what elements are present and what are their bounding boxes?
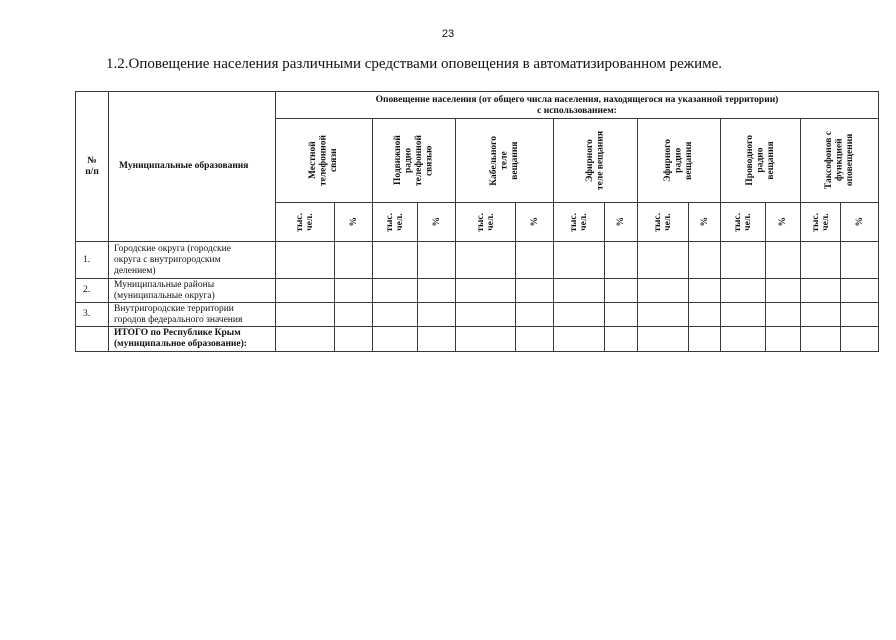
data-cell	[418, 303, 456, 327]
means-broadcast-radio	[638, 119, 721, 203]
unit-percent	[418, 203, 456, 242]
unit-abs-line-1: тыс.	[569, 212, 579, 232]
means-cable-line-1: Кабельного	[488, 135, 499, 186]
row-name-line-1: Городские округа (городские	[114, 243, 231, 254]
data-cell	[276, 242, 335, 279]
data-cell	[554, 303, 605, 327]
number-header-line-2: п/п	[85, 166, 99, 177]
unit-thousand-people	[638, 203, 689, 242]
data-cell	[605, 279, 638, 303]
unit-abs-line-1: тыс.	[385, 212, 395, 232]
means-broadcast-radio-line-1: Эфирного	[663, 139, 674, 182]
row-number: 1.	[76, 242, 109, 279]
unit-abs-line-1: тыс.	[653, 212, 663, 232]
data-cell	[605, 303, 638, 327]
data-cell	[841, 242, 879, 279]
means-wired-radio-line-3: вещания	[765, 141, 776, 180]
row-number	[76, 327, 109, 352]
data-cell	[456, 303, 516, 327]
row-name-line-2: (муниципальное образование):	[114, 339, 247, 349]
data-cell	[638, 303, 689, 327]
unit-percent	[516, 203, 554, 242]
data-cell	[516, 242, 554, 279]
data-cell	[689, 279, 721, 303]
means-mobile-line-4: связью	[424, 145, 435, 176]
unit-thousand-people	[276, 203, 335, 242]
data-cell	[516, 327, 554, 352]
row-name-line-1: Внутригородские территории	[114, 303, 234, 314]
unit-percent-label: %	[431, 217, 442, 227]
unit-abs-line-1: тыс.	[810, 212, 821, 232]
data-cell	[554, 242, 605, 279]
data-cell	[766, 327, 801, 352]
data-cell	[841, 327, 879, 352]
data-cell	[373, 303, 418, 327]
unit-percent-label: %	[616, 217, 626, 227]
data-cell	[276, 279, 335, 303]
unit-percent	[689, 203, 721, 242]
data-cell	[638, 327, 689, 352]
unit-thousand-people	[373, 203, 418, 242]
data-cell	[276, 303, 335, 327]
data-cell	[689, 303, 721, 327]
unit-abs-line-2: чел.	[485, 213, 496, 231]
row-name-line-2: округа с внутригородским	[114, 254, 221, 265]
unit-thousand-people	[801, 203, 841, 242]
main-header-line-1: Оповещение населения (от общего числа населения, находящегося на указанной территории)	[375, 95, 779, 105]
unit-percent-label: %	[699, 217, 710, 227]
page-number: 23	[441, 28, 455, 40]
data-cell	[276, 327, 335, 352]
unit-abs-line-2: чел.	[663, 213, 673, 231]
data-cell	[801, 327, 841, 352]
data-cell	[605, 242, 638, 279]
unit-thousand-people	[456, 203, 516, 242]
unit-thousand-people	[721, 203, 766, 242]
table-row	[76, 303, 879, 327]
main-header	[276, 92, 879, 119]
unit-percent	[605, 203, 638, 242]
data-cell	[418, 242, 456, 279]
unit-abs-line-2: чел.	[579, 213, 589, 231]
means-broadcast-radio-line-2: радио	[673, 147, 684, 174]
main-header-line-2: с использованием:	[537, 106, 617, 116]
means-mobile-line-1: Подвижной	[393, 135, 403, 186]
data-cell	[605, 327, 638, 352]
number-header-line-1: №	[87, 155, 97, 166]
data-cell	[335, 279, 373, 303]
unit-percent	[766, 203, 801, 242]
unit-abs-line-2: чел.	[743, 213, 753, 231]
row-name-line-2: (муниципальные округа)	[114, 290, 215, 301]
unit-percent-label: %	[529, 217, 540, 227]
means-local-phone-line-1: Местной	[308, 141, 319, 180]
unit-percent	[335, 203, 373, 242]
data-cell	[554, 327, 605, 352]
means-payphones	[801, 119, 879, 203]
data-cell	[554, 279, 605, 303]
means-local-phone-line-2: телефонной	[318, 134, 329, 187]
unit-abs-line-2: чел.	[305, 213, 315, 231]
means-local-phone-line-3: связи	[329, 148, 340, 173]
data-cell	[801, 279, 841, 303]
row-name-line-3: делением)	[114, 265, 156, 276]
data-cell	[721, 303, 766, 327]
row-name	[109, 279, 276, 303]
data-cell	[418, 327, 456, 352]
row-number: 3.	[76, 303, 109, 327]
row-name-line-1: ИТОГО по Республике Крым	[114, 328, 241, 338]
header-row-main	[76, 92, 879, 119]
row-name-line-2: городов федерального значения	[114, 314, 243, 325]
number-header	[76, 92, 109, 242]
row-name	[109, 242, 276, 279]
means-broadcast-tv	[554, 119, 638, 203]
data-cell	[418, 279, 456, 303]
means-wired-radio-line-1: Проводного	[744, 135, 755, 186]
data-cell	[638, 279, 689, 303]
means-wired-radio-line-2: радио	[755, 147, 766, 174]
means-payphones-line-1: Таксофонов с	[823, 131, 834, 190]
means-mobile-line-2: радио	[403, 147, 414, 174]
municipality-header: Муниципальные образования	[109, 92, 276, 242]
means-mobile-line-3: телефонной	[414, 134, 424, 187]
data-cell	[335, 327, 373, 352]
data-cell	[721, 279, 766, 303]
data-cell	[766, 242, 801, 279]
means-broadcast-tv-line-1: Эфирного	[585, 139, 595, 182]
data-cell	[638, 242, 689, 279]
unit-abs-line-2: чел.	[395, 213, 405, 231]
total-row-name	[109, 327, 276, 352]
data-cell	[456, 242, 516, 279]
unit-thousand-people	[554, 203, 605, 242]
means-payphones-line-3: оповещения	[844, 134, 855, 187]
data-cell	[721, 327, 766, 352]
table-row	[76, 279, 879, 303]
total-row	[76, 327, 879, 352]
means-cable-line-3: вещания	[509, 141, 520, 180]
data-cell	[335, 303, 373, 327]
means-local-phone	[276, 119, 373, 203]
data-cell	[689, 242, 721, 279]
data-cell	[841, 303, 879, 327]
data-cell	[689, 327, 721, 352]
means-mobile-radiophone	[373, 119, 456, 203]
unit-percent-label: %	[778, 217, 788, 227]
data-cell	[373, 242, 418, 279]
data-cell	[456, 279, 516, 303]
means-wired-radio	[721, 119, 801, 203]
row-number: 2.	[76, 279, 109, 303]
data-cell	[801, 303, 841, 327]
data-cell	[766, 279, 801, 303]
data-cell	[841, 279, 879, 303]
unit-percent-label: %	[854, 217, 865, 227]
data-cell	[721, 242, 766, 279]
data-cell	[516, 279, 554, 303]
data-cell	[373, 327, 418, 352]
table-row	[76, 242, 879, 279]
section-heading: 1.2.Оповещение населения различными средствами оповещения в автоматизированном режиме.	[106, 56, 723, 72]
data-cell	[516, 303, 554, 327]
data-cell	[456, 327, 516, 352]
row-name	[109, 303, 276, 327]
means-cable-tv	[456, 119, 554, 203]
means-cable-line-2: теле	[499, 151, 510, 170]
notification-table	[75, 91, 879, 352]
data-cell	[335, 242, 373, 279]
row-name-line-1: Муниципальные районы	[114, 279, 215, 290]
means-broadcast-radio-line-3: вещания	[684, 141, 695, 180]
unit-abs-line-2: чел.	[820, 213, 831, 231]
unit-abs-line-1: тыс.	[295, 212, 305, 232]
unit-abs-line-1: тыс.	[733, 212, 743, 232]
means-broadcast-tv-line-2: теле вещания	[595, 130, 606, 190]
unit-percent	[841, 203, 879, 242]
data-cell	[801, 242, 841, 279]
data-cell	[373, 279, 418, 303]
data-cell	[766, 303, 801, 327]
means-payphones-line-2: функцией	[834, 139, 845, 182]
unit-abs-line-1: тыс.	[475, 212, 486, 232]
unit-percent-label: %	[348, 217, 359, 227]
